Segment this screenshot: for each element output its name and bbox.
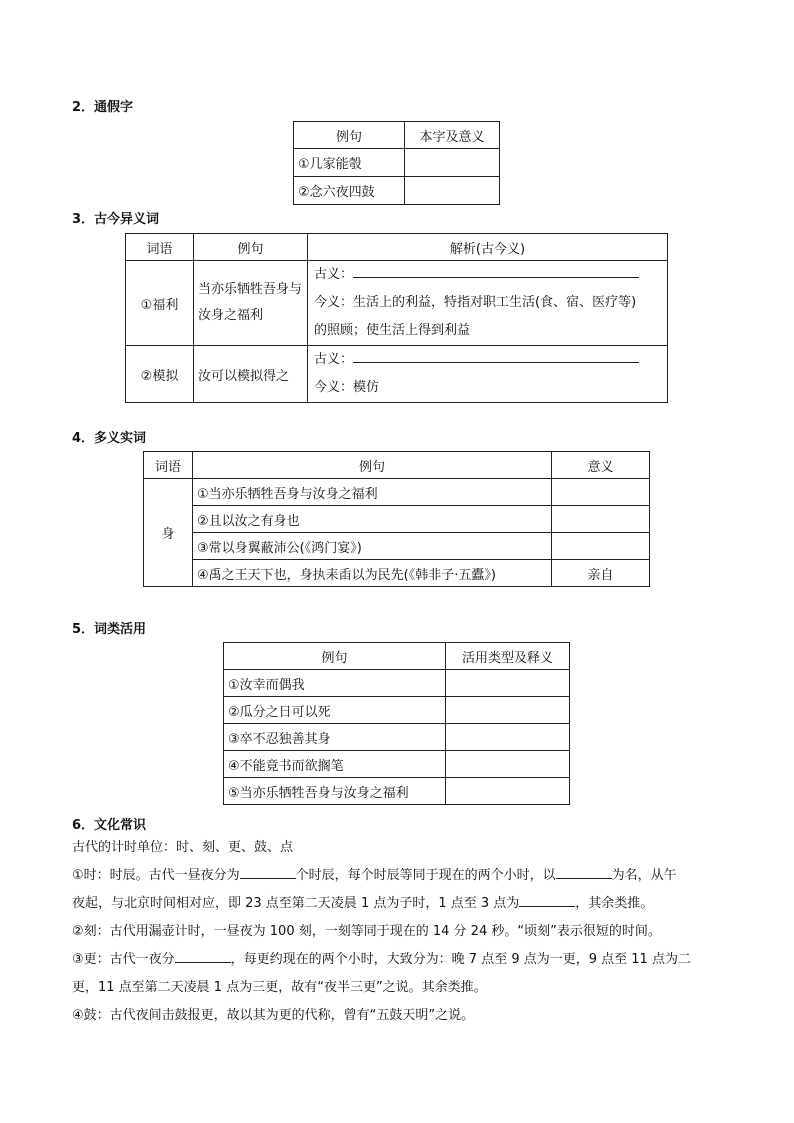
table-cell	[446, 751, 570, 778]
paragraph-gu: ④鼓：古代夜间击鼓报更，故以其为更的代称，曾有“五鼓天明”之说。	[72, 1008, 475, 1023]
table-cell: 当亦乐牺牲吾身与汝身之福利	[194, 261, 308, 346]
answer-blank	[175, 950, 231, 963]
table-cell: ③卒不忍独善其身	[224, 724, 446, 751]
header-sentence: 例句	[194, 234, 308, 261]
text-span: 为名，从午	[611, 868, 677, 883]
modern-meaning: 今义：生活上的利益，特指对职工生活(食、宿、医疗等)	[314, 295, 637, 310]
analysis-cell	[308, 261, 668, 346]
text-span: 个时辰，每个时辰等同于现在的两个小时，以	[295, 868, 556, 883]
table-cell	[446, 778, 570, 805]
table-cell	[552, 479, 650, 506]
table-cell	[446, 670, 570, 697]
table-cell: ①汝幸而偶我	[224, 670, 446, 697]
table-cell: ⑤当亦乐牺牲吾身与汝身之福利	[224, 778, 446, 805]
modern-meaning: 今义：模仿	[314, 380, 380, 395]
table-cell	[552, 506, 650, 533]
table-cell: ②且以汝之有身也	[193, 506, 552, 533]
header-word: 词语	[126, 234, 194, 261]
tongjiazi-table	[293, 121, 500, 205]
paragraph-geng-cont: 更，11 点至第二天凌晨 1 点为三更，故有“夜半三更”之说。其余类推。	[72, 980, 487, 995]
modern-meaning: 的照顾；使生活上得到利益	[314, 323, 471, 338]
table-cell: ④不能竟书而欲搁笔	[224, 751, 446, 778]
header-meaning: 意义	[552, 452, 650, 479]
table-cell: ②瓜分之日可以死	[224, 697, 446, 724]
header-word: 词语	[144, 452, 193, 479]
ancient-label: 古义：	[314, 267, 354, 282]
table-cell: 汝可以模拟得之	[194, 346, 308, 403]
text-span: ①时：时辰。古代一昼夜分为	[72, 868, 240, 883]
cileihuoyong-table	[223, 642, 570, 805]
header-analysis: 解析(古今义)	[308, 234, 668, 261]
section-heading-gujinyiyi: 3．古今异义词	[72, 212, 160, 227]
table-cell	[405, 177, 500, 205]
culture-text	[72, 834, 724, 1030]
section-heading-wenhuachangshi: 6．文化常识	[72, 818, 147, 833]
gujinyiyi-table	[125, 233, 668, 403]
header-sentence: 例句	[193, 452, 552, 479]
table-cell	[446, 697, 570, 724]
answer-blank	[240, 866, 296, 879]
paragraph-shi	[72, 862, 724, 890]
header-example: 例句	[224, 643, 446, 670]
section-heading-cileihuoyong: 5．词类活用	[72, 622, 147, 637]
table-cell: ②念六夜四鼓	[294, 177, 405, 205]
table-cell: 亲自	[552, 560, 650, 587]
header-example: 例句	[294, 122, 405, 149]
header-original-meaning: 本字及意义	[405, 122, 500, 149]
table-cell: 身	[144, 479, 193, 587]
table-cell	[552, 533, 650, 560]
table-cell: ①当亦乐牺牲吾身与汝身之福利	[193, 479, 552, 506]
table-cell	[405, 149, 500, 177]
table-cell	[446, 724, 570, 751]
paragraph-geng	[72, 946, 724, 974]
answer-line	[353, 265, 639, 278]
paragraph-shi-cont	[72, 890, 724, 918]
text-span: ③更：古代一夜分	[72, 952, 175, 967]
header-usage-type: 活用类型及释义	[446, 643, 570, 670]
text-span: 夜起，与北京时间相对应，即 23 点至第二天凌晨 1 点为子时，1 点至 3 点为	[72, 896, 520, 911]
text-span: ，其余类推。	[575, 896, 654, 911]
table-cell: ④禹之王天下也，身执耒臿以为民先(《韩非子·五蠹》)	[193, 560, 552, 587]
text-span: ，每更约现在的两个小时，大致分为：晚 7 点至 9 点为一更，9 点至 11 点为二	[230, 952, 691, 967]
analysis-cell	[308, 346, 668, 403]
table-cell: ①几家能彀	[294, 149, 405, 177]
table-cell: ③常以身翼蔽沛公(《鸿门宴》)	[193, 533, 552, 560]
duoyishici-table	[143, 451, 650, 587]
answer-line	[353, 350, 639, 363]
section-heading-duoyishici: 4．多义实词	[72, 431, 147, 446]
answer-blank	[519, 894, 575, 907]
paragraph-ke: ②刻：古代用漏壶计时，一昼夜为 100 刻，一刻等同于现在的 14 分 24 秒。“顷刻”表示很短的时间。	[72, 924, 661, 939]
ancient-label: 古义：	[314, 352, 354, 367]
section-heading-tongjiazi: 2．通假字	[72, 100, 134, 115]
intro-line: 古代的计时单位：时、刻、更、鼓、点	[72, 840, 294, 855]
table-cell: ①福利	[126, 261, 194, 346]
answer-blank	[556, 866, 612, 879]
table-cell: ②模拟	[126, 346, 194, 403]
